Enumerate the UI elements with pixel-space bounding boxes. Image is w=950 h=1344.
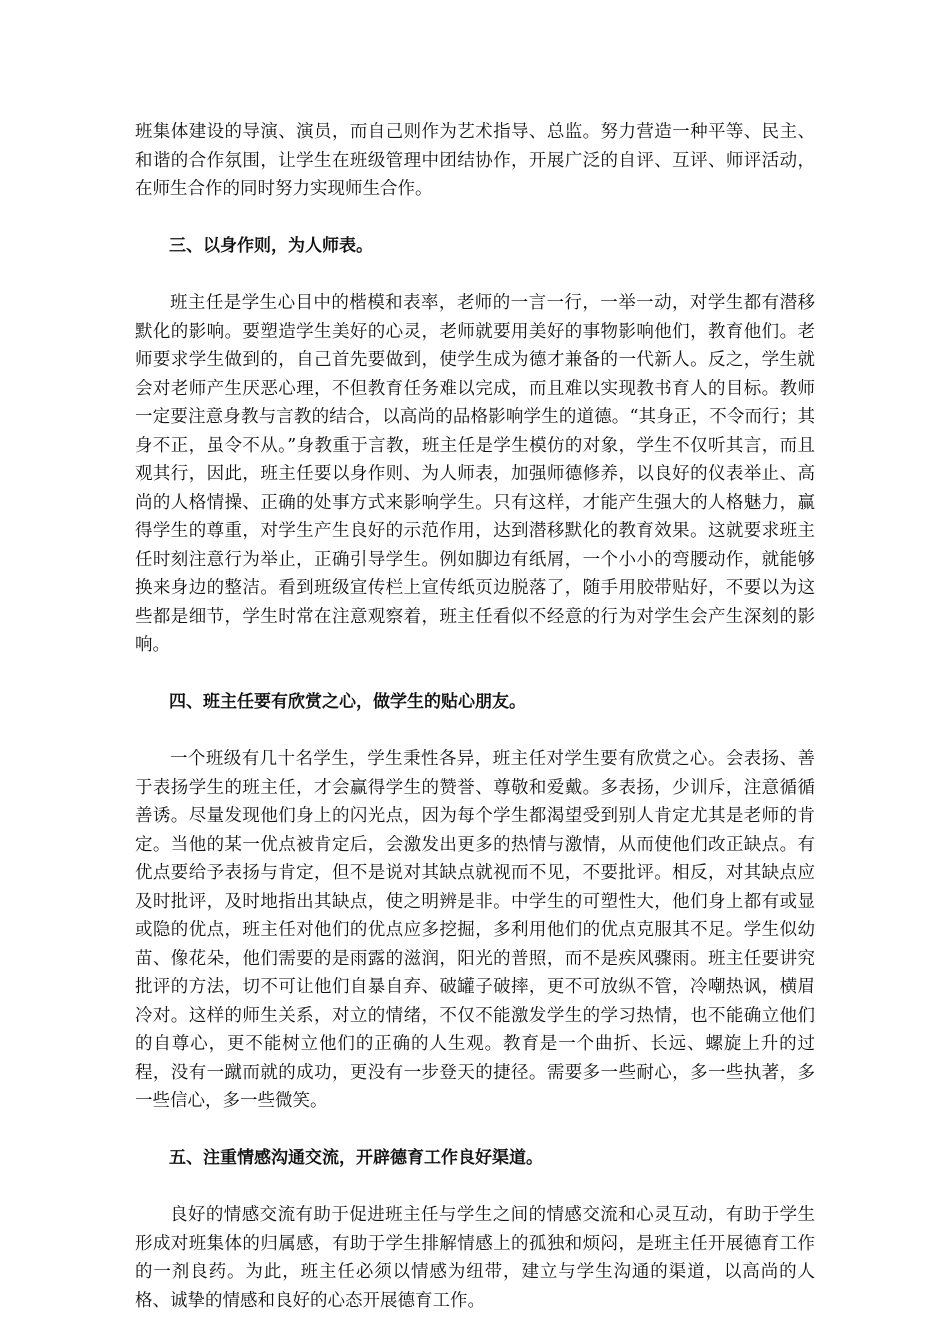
paragraph-section-3: 班主任是学生心目中的楷模和表率，老师的一言一行，一举一动，对学生都有潜移默化的影响。要塑造学生美好的心灵，老师就要用美好的事物影响他们，教育他们。老师要求学生做到的，自己首先要做到，使学生成为德才兼备的一代新人。反之，学生就会对老师产生厌恶心理，不但教育任务难以完成，而且难以实现教书育人的目标。教师一定要注意身教与言教的结合，以高尚的品格影响学生的道德。“其身正，不令而行；其身不正，虽令不从。”身教重于言教，班主任是学生模仿的对象，学生不仅听其言，而且观其行，因此，班主任要以身作则、为人师表，加强师德修养，以良好的仪表举止、高尚的人格情操、正确的处事方式来影响学生。只有这样，才能产生强大的人格魅力，赢得学生的尊重，对学生产生良好的示范作用，达到潜移默化的教育效果。这就要求班主任时刻注意行为举止，正确引导学生。例如脚边有纸屑，一个小小的弯腰动作，就能够换来身边的整洁。看到班级宣传栏上宣传纸页边脱落了，随手用胶带贴好，不要以为这些都是细节，学生时常在注意观察着，班主任看似不经意的行为对学生会产生深刻的影响。 [135, 293, 815, 655]
document-body [135, 118, 815, 1344]
paragraph-continuation: 班集体建设的导演、演员，而自己则作为艺术指导、总监。努力营造一种平等、民主、和谐的合作氛围，让学生在班级管理中团结协作，开展广泛的自评、互评、师评活动，在师生合作的同时努力实现师生合作。 [135, 122, 815, 199]
paragraph-section-4: 一个班级有几十名学生，学生秉性各异，班主任对学生要有欣赏之心。会表扬、善于表扬学生的班主任，才会赢得学生的赞誉、尊敬和爱戴。多表扬，少训斥，注意循循善诱。尽量发现他们身上的闪光点，因为每个学生都渴望受到别人肯定尤其是老师的肯定。当他的某一优点被肯定后，会激发出更多的热情与激情，从而使他们改正缺点。有优点要给予表扬与肯定，但不是说对其缺点就视而不见，不要批评。相反，对其缺点应及时批评，及时地指出其缺点，使之明辨是非。中学生的可塑性大，他们身上都有或显或隐的优点，班主任对他们的优点应多挖掘，多利用他们的优点克服其不足。学生似幼苗、像花朵，他们需要的是雨露的滋润，阳光的普照，而不是疾风骤雨。班主任要讲究批评的方法，切不可让他们自暴自弃、破罐子破摔，更不可放纵不管，冷嘲热讽，横眉冷对。这样的师生关系，对立的情绪，不仅不能激发学生的学习热情，也不能确立他们的自尊心，更不能树立他们的正确的人生观。教育是一个曲折、长远、螺旋上升的过程，没有一蹴而就的成功，更没有一步登天的捷径。需要多一些耐心，多一些执著，多一些信心，多一些微笑。 [135, 749, 815, 1111]
paragraph-section-5: 良好的情感交流有助于促进班主任与学生之间的情感交流和心灵互动，有助于学生形成对班集体的归属感，有助于学生排解情感上的孤独和烦闷，是班主任开展德育工作的一剂良药。为此，班主任必须以情感为纽带，建立与学生沟通的渠道，以高尚的人格、诚挚的情感和良好的心态开展德育工作。 [135, 1205, 815, 1311]
section-heading-5: 五、注重情感沟通交流，开辟德育工作良好渠道。 [169, 1148, 543, 1168]
section-heading-4: 四、班主任要有欣赏之心，做学生的贴心朋友。 [169, 692, 526, 712]
section-heading-3: 三、以身作则，为人师表。 [169, 236, 373, 256]
